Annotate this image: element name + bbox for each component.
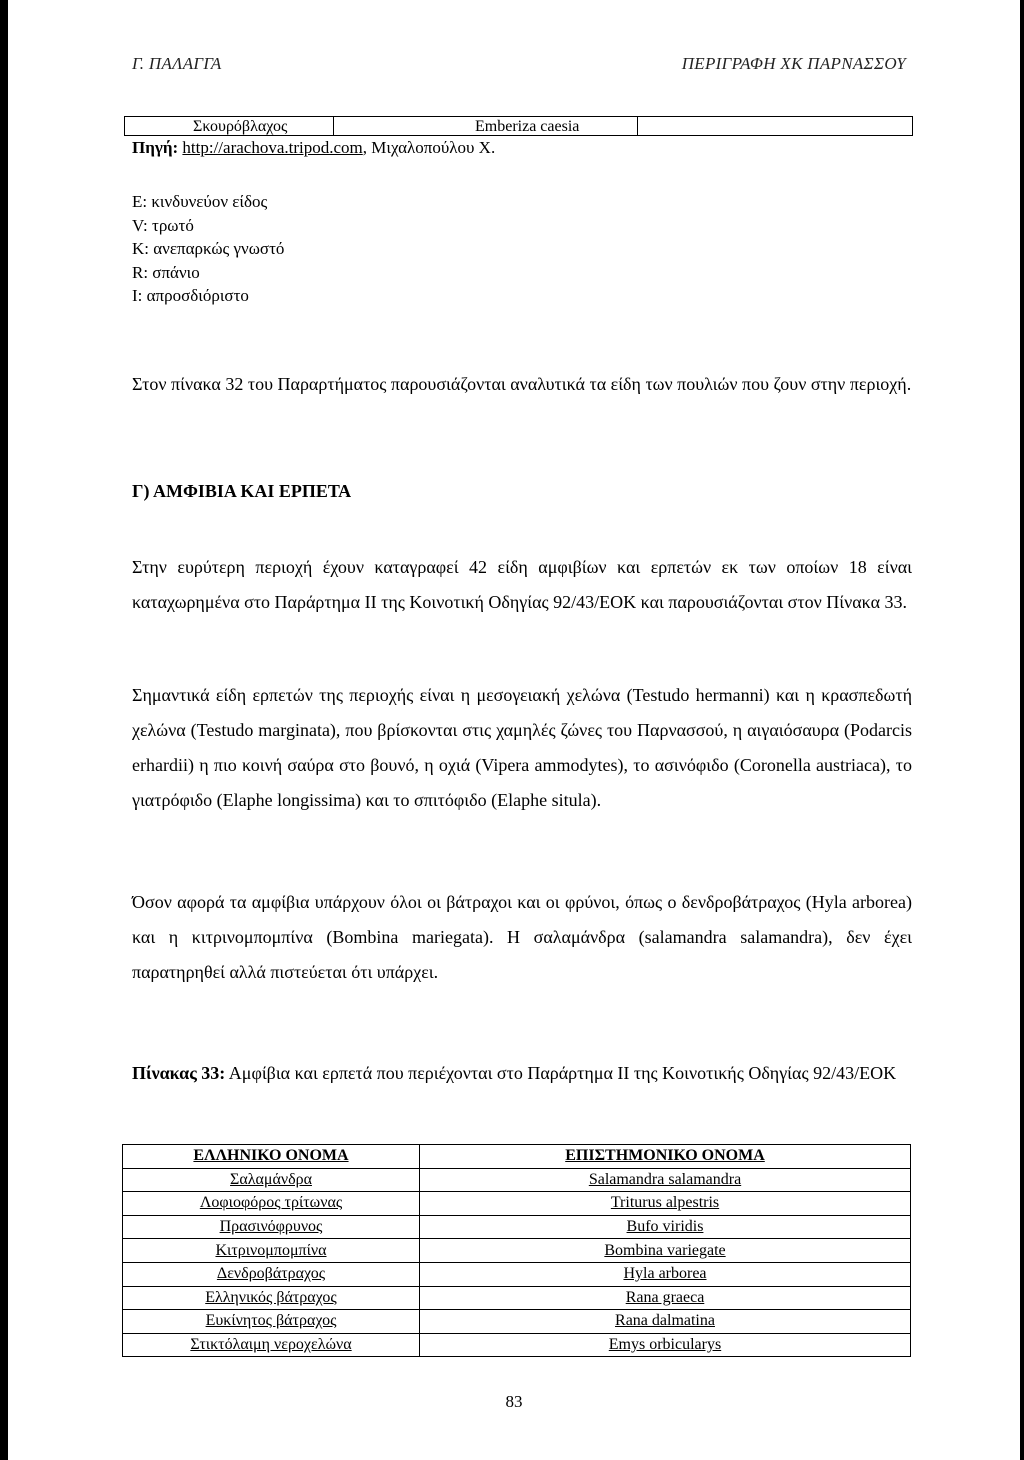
table-row [123,1310,911,1334]
source-rest: , Μιχαλοπούλου Χ. [362,138,496,157]
paragraph-intro: Στην ευρύτερη περιοχή έχουν καταγραφεί 42 είδη αμφιβίων και ερπετών εκ των οποίων 18 είναι καταχωρημένα στο Παράρτημα ΙΙ της Κοινοτική Οδηγίας 92/43/ΕΟΚ και παρουσιάζονται στον Πίνακα 33. [132,557,912,612]
species-table [122,1144,911,1357]
caption-label: Πίνακας 33: [132,1063,226,1083]
table-cell-greek: Κιτρινομπομπίνα [123,1239,420,1263]
table-row [123,1262,911,1286]
table-cell-greek: Ευκίνητος βάτραχος [123,1310,420,1334]
cell-divider [637,116,638,136]
table-cell-greek: Δενδροβάτραχος [123,1262,420,1286]
table-cell-scientific: Rana dalmatina [420,1310,911,1334]
header-title: ΠΕΡΙΓΡΑΦΗ ΧΚ ΠΑΡΝΑΣΣΟΥ [681,54,906,73]
table-cell-scientific: Triturus alpestris [420,1192,911,1216]
table-row [123,1192,911,1216]
cell-divider [333,116,334,136]
caption-text: Αμφίβια και ερπετά που περιέχονται στο Παράρτημα ΙΙ της Κοινοτικής Οδηγίας 92/43/ΕΟΚ [225,1063,897,1083]
table-row [123,1168,911,1192]
bird-table-last-row [124,116,913,136]
bird-greek-name: Σκουρόβλαχος [193,118,288,135]
section-heading: Γ) ΑΜΦΙΒΙΑ ΚΑΙ ΕΡΠΕΤΑ [132,481,352,501]
legend-item: I: απροσδιόριστο [132,286,249,305]
legend-item: V: τρωτό [132,215,194,235]
page-number: 83 [505,1392,523,1411]
source-label: Πηγή: [132,138,179,157]
column-header: ΕΛΛΗΝΙΚΟ ΟΝΟΜΑ [123,1145,420,1169]
paragraph-birds: Στον πίνακα 32 του Παραρτήματος παρουσιάζονται αναλυτικά τα είδη των πουλιών που ζουν στην περιοχή. [132,374,912,394]
table-cell-scientific: Salamandra salamandra [420,1168,911,1192]
legend-item: E: κινδυνεύον είδος [132,192,268,211]
source-link[interactable]: http://arachova.tripod.com [182,138,363,157]
paragraph-amphibians: Όσον αφορά τα αμφίβια υπάρχουν όλοι οι βάτραχοι και οι φρύνοι, όπως ο δενδροβάτραχος (Hyla arborea) και η κιτρινομπομπίνα (Bombina mariegata). Η σαλαμάνδρα (salamandra salamandra), δεν έχει παρατηρηθεί αλλά πιστεύεται ότι υπάρχει. [132,892,912,982]
source-line [132,138,495,158]
legend-item: K: ανεπαρκώς γνωστό [132,239,285,258]
table-cell-greek: Λοφιοφόρος τρίτωνας [123,1192,420,1216]
table-caption [132,1056,912,1091]
legend-list [132,190,284,308]
table-cell-greek: Σαλαμάνδρα [123,1168,420,1192]
table-cell-scientific: Hyla arborea [420,1262,911,1286]
table-row [123,1239,911,1263]
table-cell-scientific: Rana graeca [420,1286,911,1310]
legend-item: R: σπάνιο [132,262,200,282]
table-header-row [123,1145,911,1169]
table-cell-greek: Στικτόλαιμη νεροχελώνα [123,1333,420,1357]
table-row [123,1215,911,1239]
table-cell-greek: Πρασινόφρυνος [123,1215,420,1239]
column-header: ΕΠΙΣΤΗΜΟΝΙΚΟ ΟΝΟΜΑ [420,1145,911,1169]
table-cell-scientific: Bufo viridis [420,1215,911,1239]
header-author: Γ. ΠΑΛΑΓΓΑ [132,54,222,73]
table-cell-scientific: Bombina variegate [420,1239,911,1263]
table-cell-scientific: Emys orbicularys [420,1333,911,1357]
document-page [8,0,1020,1460]
table-row [123,1333,911,1357]
table-cell-greek: Ελληνικός βάτραχος [123,1286,420,1310]
paragraph-reptiles: Σημαντικά είδη ερπετών της περιοχής είναι η μεσογειακή χελώνα (Testudo hermanni) και η κρασπεδωτή χελώνα (Testudo marginata), που βρίσκονται στις χαμηλές ζώνες του Παρνασσού, η αιγαιόσαυρα (Podarcis erhardii) η πιο κοινή σαύρα στο βουνό, η οχιά (Vipera ammodytes), το ασινόφιδο (Coronella austriaca), το γιατρόφιδο (Elaphe longissima) και το σπιτόφιδο (Elaphe situla). [132,685,912,810]
table-row [123,1286,911,1310]
bird-scientific-name: Emberiza caesia [475,118,580,135]
